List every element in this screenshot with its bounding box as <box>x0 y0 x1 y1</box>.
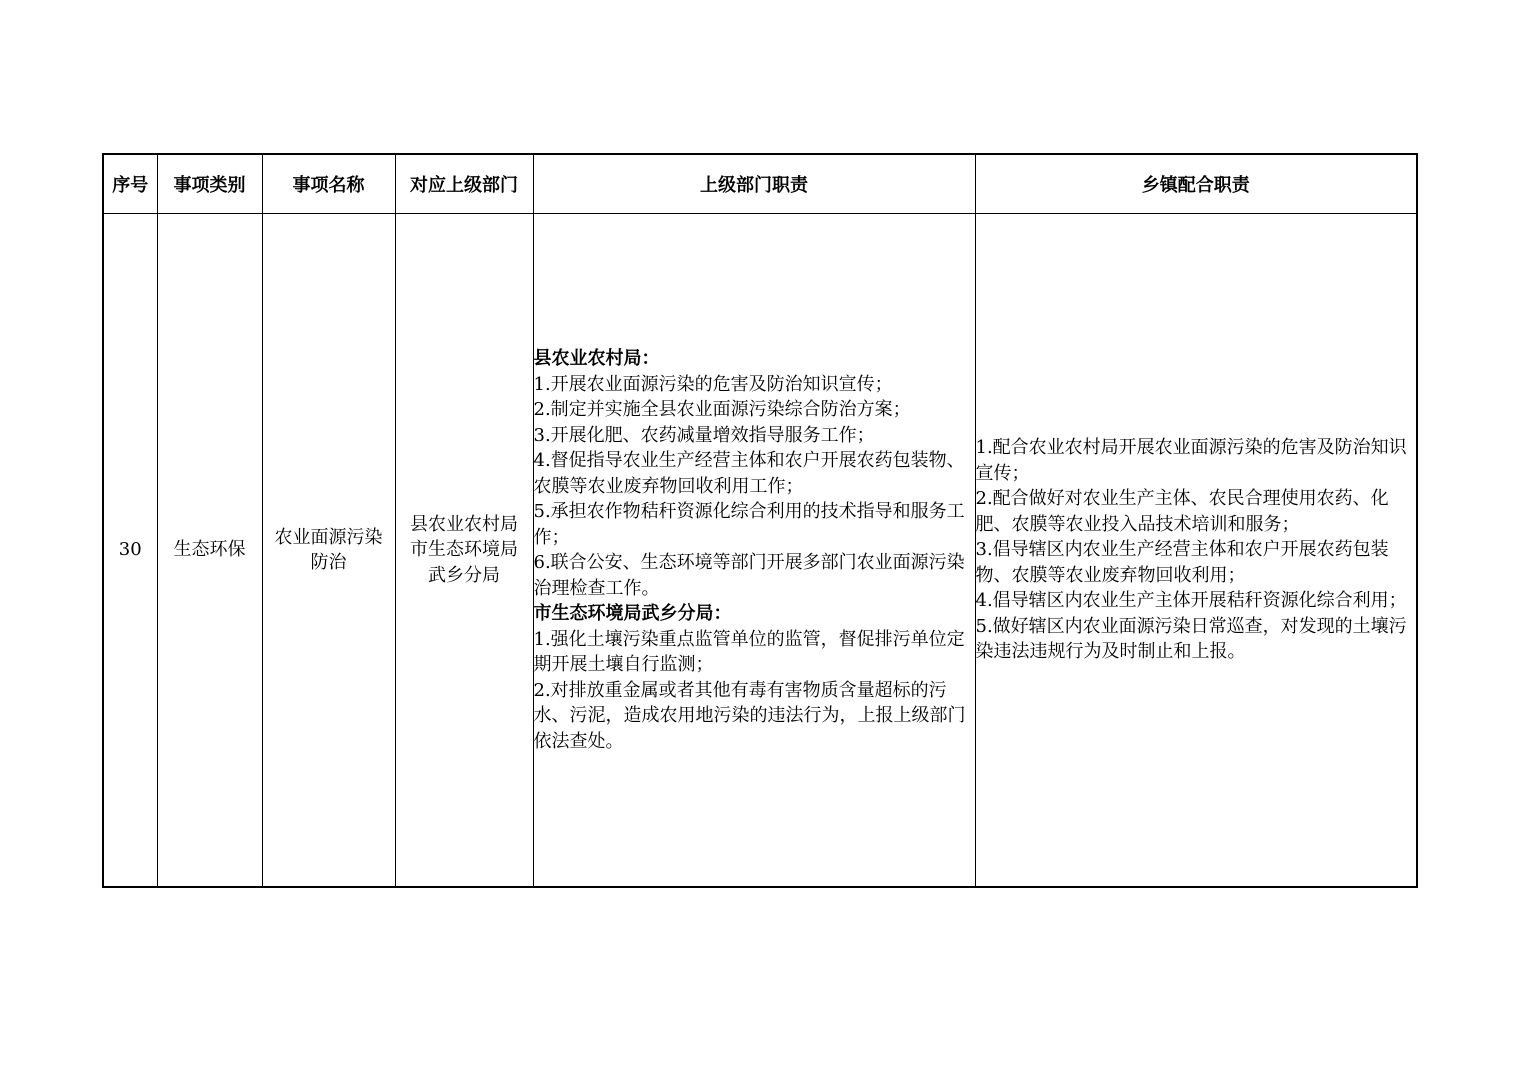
upper-duty-item: 2.制定并实施全县农业面源污染综合防治方案； <box>533 399 911 420</box>
town-duty-item: 2.配合做好对农业生产主体、农民合理使用农药、化肥、农膜等农业投入品技术培训和服务； <box>975 488 1389 535</box>
town-duty-item: 3.倡导辖区内农业生产经营主体和农户开展农药包装物、农膜等农业废弃物回收利用； <box>975 539 1389 586</box>
town-duty-item: 4.倡导辖区内农业生产主体开展秸秆资源化综合利用； <box>975 590 1407 612</box>
upper-duty-item: 6.联合公安、生态环境等部门开展多部门农业面源污染治理检查工作。 <box>533 552 965 599</box>
cell-upper-duties <box>533 214 975 888</box>
header-dept: 对应上级部门 <box>395 154 533 214</box>
cell-category: 生态环保 <box>157 214 262 888</box>
header-town-duties: 乡镇配合职责 <box>975 154 1417 214</box>
upper-duty-item: 2.对排放重金属或者其他有毒有害物质含量超标的污水、污泥，造成农用地污染的违法行为，上报上级部门依法查处。 <box>533 679 966 752</box>
town-duty-item: 5.做好辖区内农业面源污染日常巡查，对发现的土壤污染违法违规行为及时制止和上报。 <box>975 615 1407 663</box>
header-name: 事项名称 <box>262 154 395 214</box>
cell-town-duties <box>975 214 1417 888</box>
dept-line: 武乡分局 <box>428 564 500 586</box>
duty-table <box>102 153 1418 888</box>
cell-dept <box>395 214 533 888</box>
town-duty-item: 1.配合农业农村局开展农业面源污染的危害及防治知识宣传； <box>975 437 1407 484</box>
header-row <box>103 154 1417 214</box>
cell-name <box>262 214 395 888</box>
header-seq: 序号 <box>103 154 157 214</box>
name-line: 农业面源污染 <box>274 526 383 548</box>
dept-line: 县农业农村局 <box>410 513 518 535</box>
header-upper-duties: 上级部门职责 <box>533 154 975 214</box>
dept-line: 市生态环境局 <box>410 539 518 561</box>
upper-dept-heading: 县农业农村局： <box>533 348 660 369</box>
table-row <box>103 214 1417 888</box>
name-line: 防治 <box>310 552 347 573</box>
upper-duty-item: 3.开展化肥、农药减量增效指导服务工作； <box>533 424 875 446</box>
upper-dept-heading: 市生态环境局武乡分局： <box>533 603 732 624</box>
upper-duty-item: 4.督促指导农业生产经营主体和农户开展农药包装物、农膜等农业废弃物回收利用工作； <box>533 450 965 497</box>
upper-duty-item: 1.开展农业面源污染的危害及防治知识宣传； <box>533 373 893 395</box>
upper-duty-item: 1.强化土壤污染重点监管单位的监管，督促排污单位定期开展土壤自行监测； <box>533 628 965 675</box>
header-category: 事项类别 <box>157 154 262 214</box>
upper-duty-item: 5.承担农作物秸秆资源化综合利用的技术指导和服务工作； <box>533 501 965 548</box>
cell-seq: 30 <box>103 214 157 888</box>
